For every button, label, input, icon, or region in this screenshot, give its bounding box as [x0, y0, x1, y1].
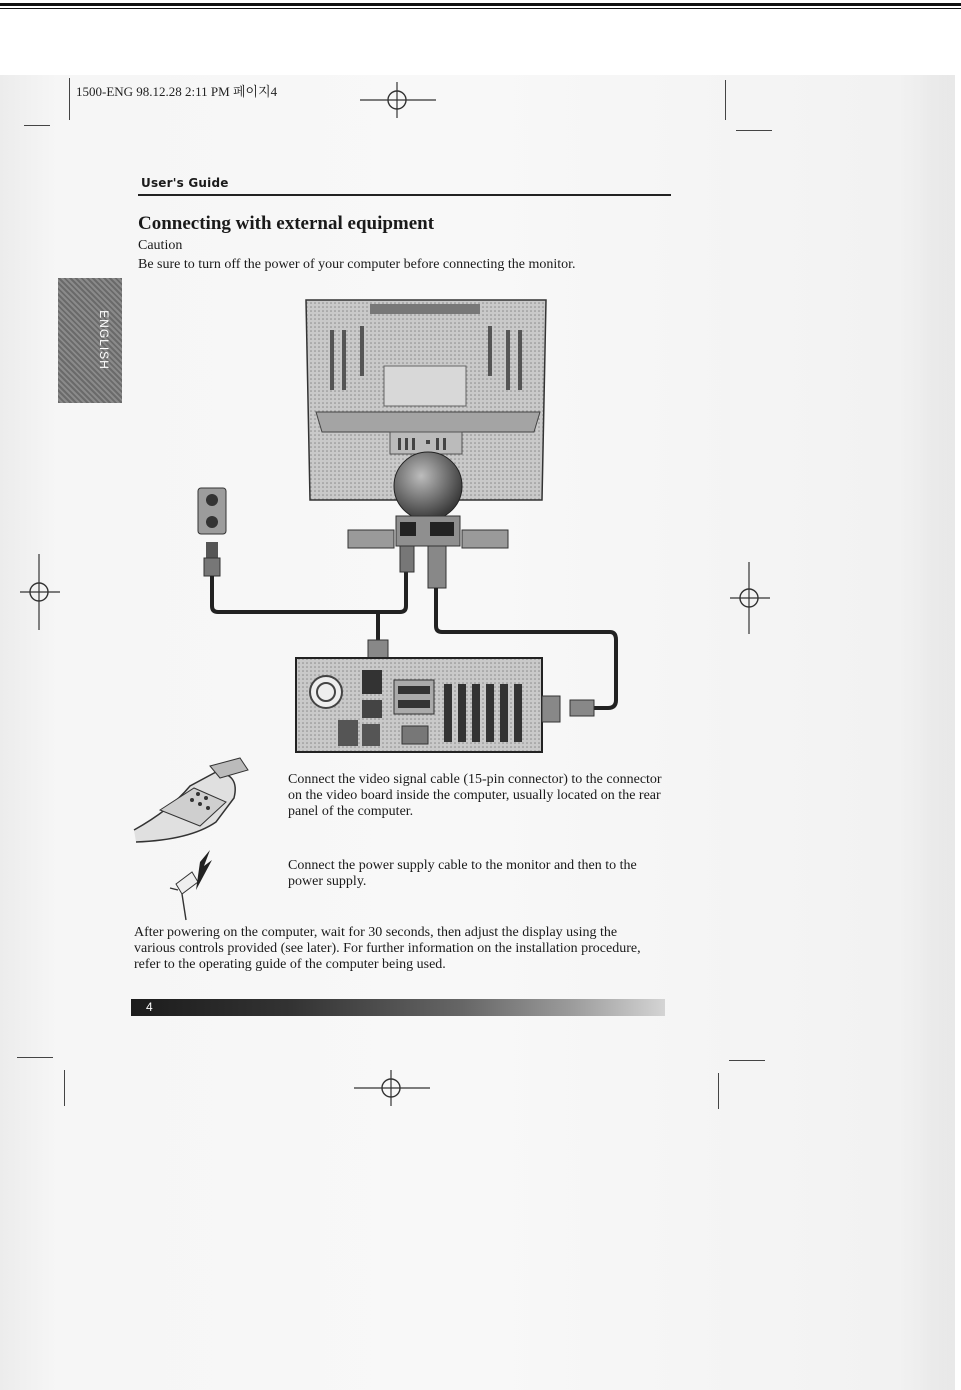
running-header: User's Guide — [141, 176, 229, 190]
crop-mark — [24, 125, 50, 126]
computer-rear-illustration — [296, 658, 560, 752]
crop-mark — [718, 1073, 719, 1109]
print-slug: 1500-ENG 98.12.28 2:11 PM 페이지4 — [76, 84, 278, 99]
top-double-rule — [0, 3, 961, 6]
language-side-tab — [58, 278, 122, 403]
header-rule — [138, 194, 671, 196]
wall-outlet-illustration — [198, 488, 226, 576]
crop-mark — [69, 78, 70, 120]
power-plug-illustration — [170, 850, 212, 920]
vga-connector-illustration — [134, 758, 248, 842]
scan-shadow-edge — [922, 75, 955, 1390]
crop-mark — [725, 80, 726, 120]
language-side-tab-label: ENGLISH — [97, 310, 111, 370]
registration-mark-icon — [728, 560, 772, 636]
monitor-rear-illustration — [306, 300, 546, 548]
power-cable-instruction: Connect the power supply cable to the monitor and then to the power supply. — [288, 858, 637, 889]
crop-mark — [17, 1057, 53, 1058]
connection-diagram — [130, 290, 690, 930]
crop-mark — [729, 1060, 765, 1061]
crop-mark — [736, 130, 772, 131]
video-cable-instruction: Connect the video signal cable (15-pin connector) to the connector on the video board inside the computer, usually located on the rear panel of the computer. — [288, 772, 662, 819]
registration-mark-icon — [358, 80, 438, 120]
top-thin-rule — [0, 8, 961, 9]
after-power-instruction: After powering on the computer, wait for 30 seconds, then adjust the display using the various controls provided (see later). For further information on the installation procedure, refer to the operating guide of the computer being used. — [134, 925, 641, 972]
footer-gradient-bar — [131, 999, 665, 1016]
caution-label: Caution — [138, 238, 183, 253]
registration-mark-icon — [352, 1068, 432, 1108]
section-title: Connecting with external equipment — [138, 213, 435, 234]
crop-mark — [64, 1070, 65, 1106]
page-number: 4 — [146, 1000, 153, 1014]
registration-mark-icon — [18, 552, 62, 632]
caution-text: Be sure to turn off the power of your computer before connecting the monitor. — [138, 257, 576, 272]
